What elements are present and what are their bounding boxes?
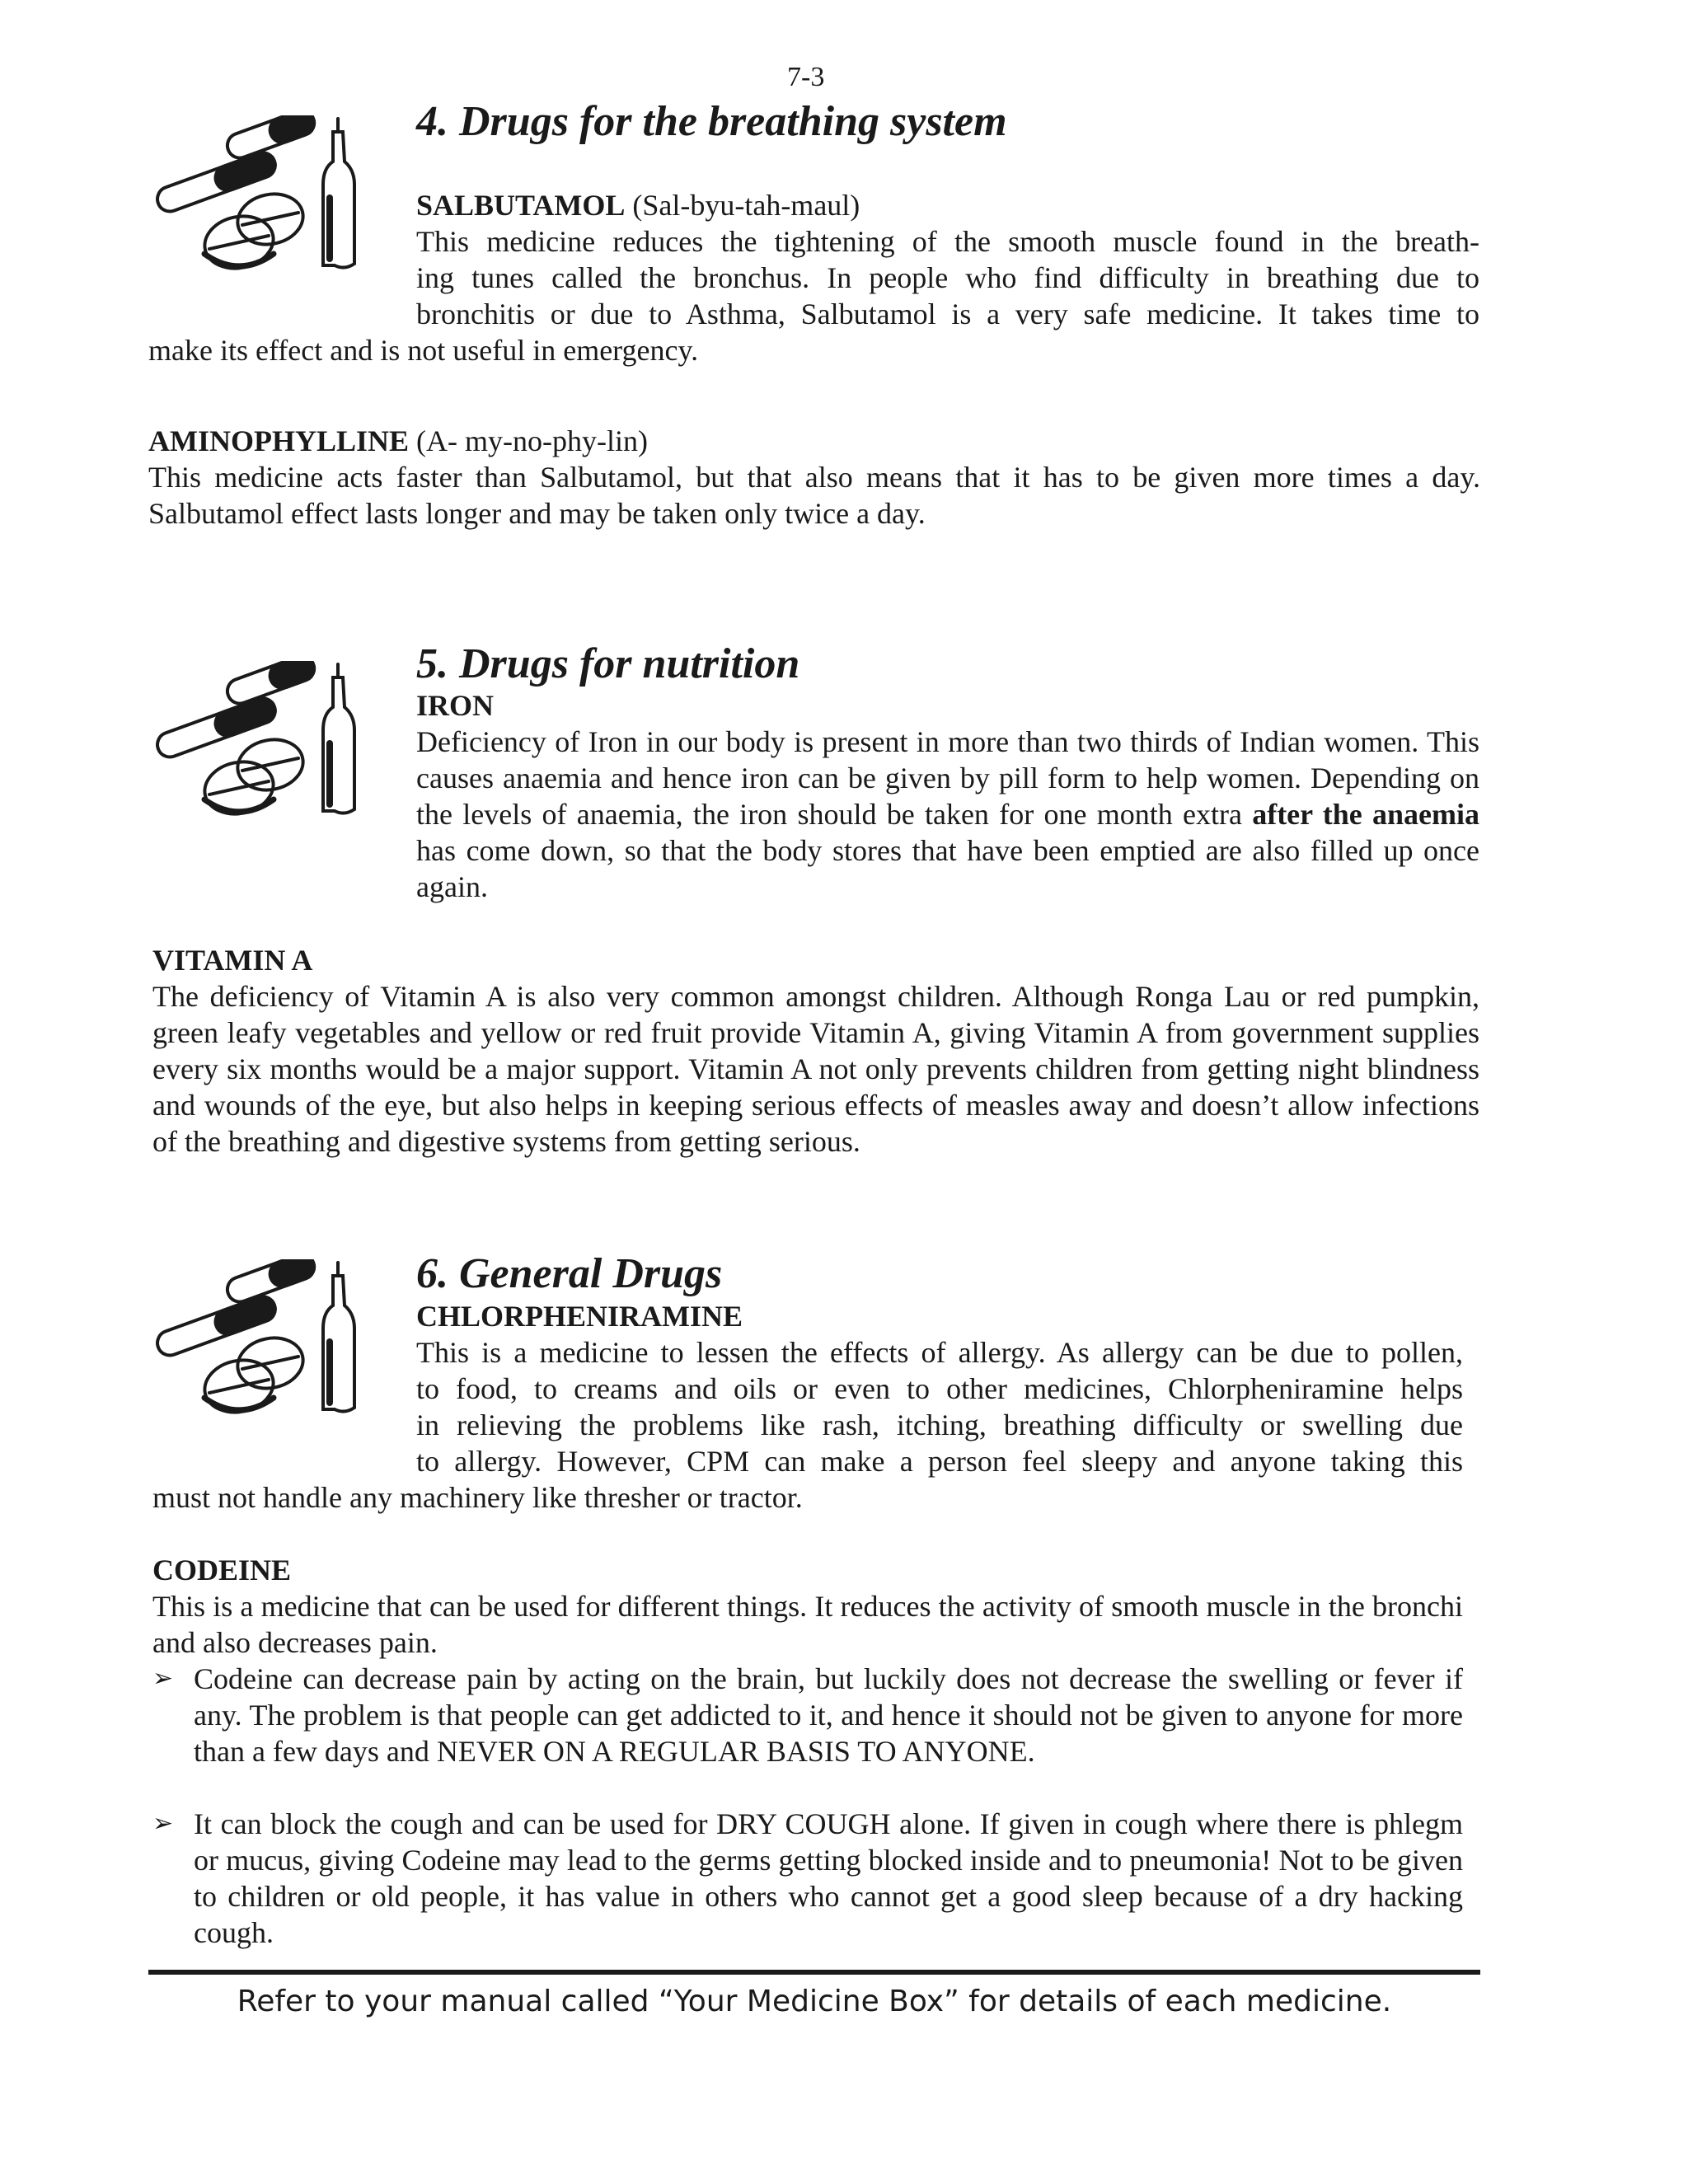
salbutamol-line-4-wrapper bbox=[148, 332, 1480, 368]
bullet-arrow-icon: ➢ bbox=[152, 1810, 174, 1837]
salbutamol-line-2: ing tunes called the bronchus. In people who find difficulty in breathing due to bbox=[416, 261, 1479, 294]
drug-name-salbutamol: SALBUTAMOL bbox=[416, 189, 626, 222]
codeine-bullet-1 bbox=[152, 1661, 1463, 1769]
chlorpheniramine-line-4: to allergy. However, CPM can make a person feel sleepy and anyone taking this bbox=[416, 1445, 1463, 1478]
salbutamol-line-4: make its effect and is not useful in emergency. bbox=[148, 334, 699, 367]
section-title-breathing: 4. Drugs for the breathing system bbox=[416, 98, 1007, 145]
aminophylline-entry bbox=[148, 423, 1480, 532]
page-number: 7-3 bbox=[787, 62, 825, 92]
footer-note: Refer to your manual called “Your Medicine Box” for details of each medicine. bbox=[237, 1985, 1392, 2018]
codeine-entry bbox=[152, 1552, 1463, 1661]
codeine-bullet-2-text: It can block the cough and can be used for DRY COUGH alone. If given in cough where there is phlegm or mucus, giving Codeine may lead to the germs getting blocked inside and to pneumonia! Not to be given to children or old people, it has value in others who cannot get a good sleep because of a dry hacking cough. bbox=[194, 1807, 1463, 1949]
section-title-nutrition: 5. Drugs for nutrition bbox=[416, 640, 800, 687]
section-title-general: 6. General Drugs bbox=[416, 1250, 723, 1297]
drug-name-vitamin-a: VITAMIN A bbox=[152, 944, 313, 977]
codeine-bullet-1-text: Codeine can decrease pain by acting on the brain, but luckily does not decrease the swelling or fever if any. The problem is that people can get addicted to it, and hence it should not be given to anyone for more than a few days and NEVER ON A REGULAR BASIS TO ANYONE. bbox=[194, 1662, 1463, 1768]
chlorpheniramine-entry bbox=[416, 1298, 1463, 1479]
drug-name-chlorpheniramine: CHLORPHENIRAMINE bbox=[416, 1300, 743, 1333]
medicine-illustration-icon bbox=[147, 661, 377, 818]
chlorpheniramine-line-5: must not handle any machinery like thresher or tractor. bbox=[152, 1481, 803, 1514]
chlorpheniramine-line-2: to food, to creams and oils or even to other medicines, Chlorpheniramine helps bbox=[416, 1372, 1463, 1405]
salbutamol-line-3: bronchitis or due to Asthma, Salbutamol is a very safe medicine. It takes time to bbox=[416, 298, 1479, 330]
aminophylline-text: This medicine acts faster than Salbutamol, but that also means that it has to be given more times a day. Salbutamol effect lasts longer and may be taken only twice a day. bbox=[148, 461, 1480, 530]
bullet-arrow-icon: ➢ bbox=[152, 1665, 174, 1692]
pronunciation-aminophylline: (A- my-no-phy-lin) bbox=[416, 424, 648, 457]
medicine-illustration-icon bbox=[147, 1259, 377, 1416]
medicine-illustration-icon bbox=[147, 115, 377, 272]
iron-text-part-1: Deficiency of Iron in our body is present in more than two thirds of Indian women. This causes anaemia and hence iron can be given by pill form to help women. Depending on the levels of anaemia, the iron should be taken for one month extra bbox=[416, 725, 1479, 831]
iron-text-emphasis: after the anaemia bbox=[1252, 798, 1480, 831]
salbutamol-entry bbox=[416, 187, 1479, 332]
vitamin-a-text: The deficiency of Vitamin A is also very common amongst children. Although Ronga Lau or red pumpkin, green leafy vegetables and yellow or red fruit provide Vitamin A, giving Vitamin A from government supplies every six months would be a major support. Vitamin A not only prevents children from getting night blindness and wounds of the eye, but also helps in keeping serious effects of measles away and doesn’t allow infections of the breathing and digestive systems from getting serious. bbox=[152, 980, 1479, 1158]
iron-entry bbox=[416, 687, 1479, 905]
drug-name-iron: IRON bbox=[416, 689, 495, 722]
salbutamol-line-1: This medicine reduces the tightening of the smooth muscle found in the breath- bbox=[416, 225, 1479, 258]
codeine-bullet-2 bbox=[152, 1806, 1463, 1951]
chlorpheniramine-line-1: This is a medicine to lessen the effects of allergy. As allergy can be due to pollen, bbox=[416, 1336, 1463, 1369]
iron-text bbox=[416, 724, 1479, 905]
iron-text-part-2: has come down, so that the body stores that have been emptied are also filled up once again. bbox=[416, 834, 1479, 903]
drug-name-codeine: CODEINE bbox=[152, 1554, 292, 1586]
pronunciation-salbutamol: (Sal-byu-tah-maul) bbox=[632, 189, 860, 222]
chlorpheniramine-line-5-wrapper bbox=[152, 1479, 1479, 1516]
drug-name-aminophylline: AMINOPHYLLINE bbox=[148, 424, 410, 457]
footer-divider bbox=[148, 1970, 1480, 1975]
chlorpheniramine-line-3: in relieving the problems like rash, itching, breathing difficulty or swelling due bbox=[416, 1408, 1463, 1441]
vitamin-a-entry bbox=[152, 942, 1479, 1160]
codeine-text: This is a medicine that can be used for different things. It reduces the activity of smooth muscle in the bronchi and also decreases pain. bbox=[152, 1590, 1463, 1659]
